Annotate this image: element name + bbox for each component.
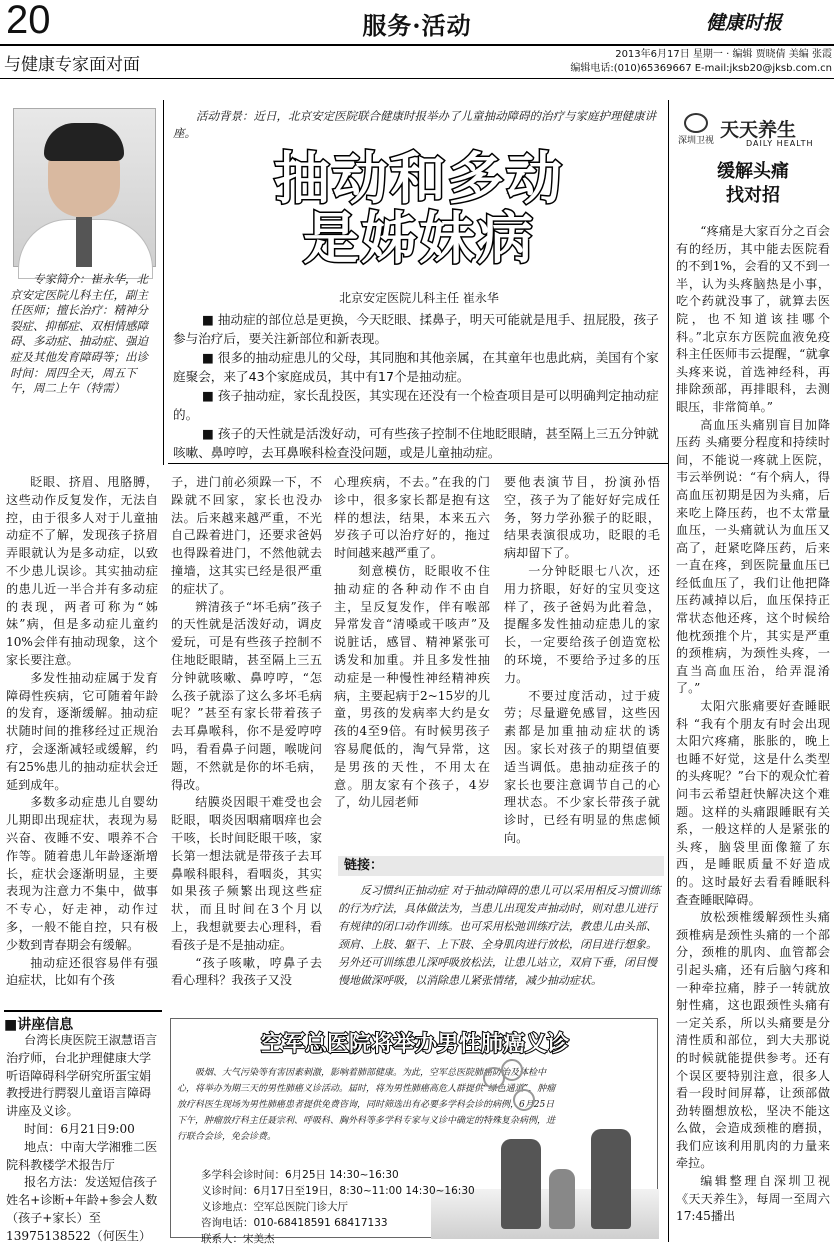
sidebar-title (676, 160, 830, 208)
key-point: ■ 孩子抽动症，家长乱投医，其实现在还没有一个检查项目是可以明确判定抽动症的。 (173, 386, 665, 424)
paragraph: 抽动症还很容易伴有强迫症状，比如有个孩 (6, 955, 158, 988)
paragraph: 时间：6月21日9:00 (24, 1121, 135, 1136)
sidebar-divider (668, 100, 669, 1242)
key-point: ■ 很多的抽动症患儿的父母，其同胞和其他亲属，在其童年也患此病，美国有个家庭聚会，来了43个家庭成员，其中有17个是抽动症。 (173, 348, 665, 386)
paragraph: 编辑整理自深圳卫视《天天养生》，每周一至周六17:45播出 (676, 1174, 830, 1224)
sidebar-title-line-1: 缓解头痛 (717, 161, 789, 182)
paragraph: 高血压头痛别盲目加降压药 头痛要分程度和持续时间，不能说一疼就上医院，韦云举例说：“有个病人，得高血压初期是因为头痛，后来吃上降压药，也不太常量血压，一头痛就认为血压又高了，赶紧吃降压药，后来一直在疼，到医院量血压已经低血压了，我们让他把降压药减掉以后，血压保持正常状态他还疼，这个时候给他枕颈推个片，其实是严重的颈椎病，为颈性头疼，一直当高血压治，给弄混淆了。” (676, 417, 830, 696)
paragraph: 刻意模仿，眨眼收不住 抽动症的各种动作不由自主，呈反复发作，伴有喉部异常发音“清嗓或干咳声”及说脏话，感冒、精神紧张可诱发和加重。并且多发性抽动症是一种慢性神经精神疾病，主要起病于2~15岁的儿童，男孩的发病率大约是女孩的4至9倍。有时候男孩子容易爬低的，淘气异常，这是男孩的天性，不用太在意。朋友家有个孩子，4岁了，幼儿园老师 (334, 563, 490, 810)
paragraph: 眨眼、挤眉、甩胳膊，这些动作反复发作，无法自控，由于很多人对于儿童抽动症不了解，发现孩子挤眉弄眼就认为是多动症，以致不少患儿误诊。其实抽动症的患儿近一半合并有多动症的表现，两者可称为“姊妹”病，但是多动症儿童约10%会伴有抽动现象，这个家长要注意。 (6, 475, 158, 667)
header-rule (0, 44, 834, 46)
expert-intro: 专家简介：崔永华，北京安定医院儿科主任，副主任医师；擅长治疗：精神分裂症、抑郁症、双相情感障碍、多动症、抽动症、强迫症及其他发育障碍等；出诊时间：周四全天，周五下午，周二上午（特需） (10, 272, 148, 396)
ad-detail: 多学科会诊时间：6月25日 14:30~16:30 (201, 1169, 399, 1181)
tv-logo-icon (684, 113, 708, 133)
ad-body: 吸烟、大气污染等有害因素刺激，影响着肺部健康。为此，空军总医院肺癌防治及体检中心，将举办为期三天的男性肺癌义诊活动。届时，将为男性肺癌高危人群提供“绿色通道”，肿瘤放疗科医生现场为男性肺癌患者提供免费咨询，同时筛选出有必要多学科会诊的病例，6月25日下午，肿瘤放疗科主任聂宗利、呼吸科、胸外科等多学科专家与义诊中确定的特殊复杂病例，进行联合会诊，免会诊费。 (177, 1068, 556, 1142)
paragraph: 报名方法：发送短信孩子姓名+诊断+年龄+参会人数（孩子+家长）至13975138522（何医生） (6, 1175, 158, 1243)
sidebar-article (676, 223, 830, 1226)
header-rule-thin (0, 78, 834, 79)
link-text: 反习惯纠正抽动症 对于抽动障碍的患儿可以采用相反习惯训练的行为疗法，具体做法为，当患儿出现发声抽动时，则对患儿进行有规律的闭口动作训练。也可采用松弛训练疗法，教患儿由头部、颈肩、上肢、躯干、上下肢、全身肌肉进行放松，闭目进行想象。另外还可训练患儿深呼吸放松法，让患儿站立，双肩下垂，闭目慢慢地做深呼吸，以消除患儿紧张情绪，减少抽动症状。 (338, 884, 661, 987)
ad-title: 空军总医院将举办男性肺癌义诊 (260, 1032, 569, 1057)
ad-detail: 联系人：宋美杰 (201, 1233, 275, 1245)
article-column-2 (171, 474, 322, 990)
paragraph: 子，进门前必须跺一下，不跺就不回家，家长也没办法。后来越来越严重，不光自己跺着进门，还要求爸妈也得跺着进门，不然他就去撞墙，这其实已经是很严重的症状了。 (171, 475, 322, 596)
paragraph: 地点：中南大学湘雅二医院科教楼学术报告厅 (6, 1139, 158, 1172)
byline: 北京安定医院儿科主任 崔永华 (339, 291, 499, 305)
expert-photo (13, 108, 156, 267)
paragraph: “疼痛是大家百分之百会有的经历，其中能去医院看的不到1%，会看的又不到一半，认为头疼脑热是小事，吃个药就没事了，就算去医院，也不知道该挂哪个科。”北京东方医院血液免疫科主任医师韦云提醒，“就拿头疼来说，首选神经科，再排除颈部，再排眼科，去测眼压，非常简单。” (676, 224, 830, 414)
program-name: 天天养生 (720, 119, 797, 141)
ad-detail: 义诊地点：空军总医院门诊大厅 (201, 1201, 348, 1213)
sidebar-title-line-2: 找对招 (726, 185, 780, 206)
person-figure (591, 1129, 631, 1229)
issue-date-editors: 2013年6月17日 星期一 · 编辑 贾晓倩 美编 张霞 (615, 49, 832, 60)
editor-contact: 编辑电话:(010)65369667 E-mail:jksb20@jksb.com.cn (570, 63, 832, 74)
column-divider (163, 100, 164, 465)
paragraph: 要他表演节目，扮演孙悟空，孩子为了能好好完成任务，努力学孙猴子的眨眼，结果表演很成功，眨眼的毛病却留下了。 (504, 475, 660, 561)
article-column-1 (6, 474, 158, 990)
tv-program-logo (676, 113, 830, 151)
headline (173, 147, 665, 272)
lecture-heading: ■讲座信息 (4, 1010, 162, 1034)
paragraph: 结膜炎因眼干难受也会眨眼，咽炎因咽痛咽痒也会干咳，长时间眨眼干咳，家长第一想法就是带孩子去耳鼻喉科眼科，看咽炎，其实如果孩子频繁出现这些症状，而且时间在3个月以上，我想就要去心理科，看看孩子是不是抽动症。 (171, 795, 322, 952)
page-number: 20 (6, 0, 51, 42)
section-title: 服务·活动 (362, 11, 472, 40)
paragraph: 辨清孩子“坏毛病”孩子的天性就是活泼好动，调皮爱玩，可是有些孩子控制不住地眨眼睛，甚至隔上三五分钟就咳嗽、鼻哼哼，“怎么孩子就添了这么多坏毛病呢？”甚至有家长带着孩子去耳鼻喉科，你不是爱哼哼吗，看看鼻子问题，喉咙问题，不然就是你的坏毛病，得改。 (171, 599, 322, 792)
person-figure (501, 1139, 541, 1229)
article-column-3 (334, 474, 490, 812)
link-heading: 链接： (338, 856, 664, 876)
ad-detail: 咨询电话：010-68418591 68417133 (201, 1217, 388, 1229)
lecture-info (6, 1032, 158, 1246)
key-points (173, 310, 665, 462)
kite-icon (513, 1089, 535, 1111)
paragraph: 太阳穴胀痛要好查睡眠科 “我有个朋友有时会出现太阳穴疼痛，胀胀的，晚上也睡不好觉，这是什么类型的头疼呢？”台下的观众忙着问韦云希望赶快解决这个难题。这样的头痛跟睡眠有关系，一般这样的人是紧张的头疼，脑袋里面像箍了东西，是睡眠质量不好造成的。这时最好去看看睡眠科查查睡眠障碍。 (676, 699, 830, 907)
paragraph: 多数多动症患儿自婴幼儿期即出现症状，表现为易兴奋、夜睡不安、喂养不合作等。随着患儿年龄逐渐增长，症状会逐渐明显，主要表现为注意力不集中，做事不专心，好走神，动作过多，一般不能自控，只有极少数到青春期会有缓解。 (6, 795, 158, 952)
body-rule (168, 463, 668, 464)
ad-detail: 义诊时间：6月17日至19日，8:30~11:00 14:30~16:30 (201, 1185, 475, 1197)
tv-station-name: 深圳卫视 (677, 136, 714, 146)
paragraph: 心理疾病，不去。”在我的门诊中，很多家长都是抱有这样的想法，结果，本来五六岁孩子可以治疗好的，拖过时间越来越严重了。 (334, 475, 490, 561)
headline-line-1: 抽动和多动 (274, 147, 564, 212)
column-name: 与健康专家面对面 (4, 55, 140, 75)
paragraph: 台湾长庚医院王淑慧语言治疗师，台北护理健康大学听语障碍科学研究所蛋宝娟教授进行腭裂儿童语言障碍讲座及义诊。 (6, 1033, 158, 1119)
ad-details (201, 1167, 475, 1247)
masthead-logo: 健康时报 (706, 12, 783, 34)
paragraph: 一分钟眨眼七八次，还用力挤眼，好好的宝贝变这样了，孩子爸妈为此着急，提醒多发性抽动症患儿的家长，一定要给孩子创造宽松的环境，不要给予过多的压力。 (504, 563, 660, 685)
paragraph: 不要过度活动，过于疲劳；尽量避免感冒，这些因素都是加重抽动症状的诱因。家长对孩子的期望值要适当调低。患抽动症孩子的家长也要注意调节自己的心理状态。不少家长带孩子就诊时，已经有明显的焦虑倾向。 (504, 688, 660, 845)
satellite-tv-logo (676, 113, 716, 151)
headline-line-2: 是姊妹病 (303, 207, 535, 272)
lecture-heading-label: 讲座信息 (17, 1017, 74, 1033)
advertisement (170, 1018, 658, 1245)
key-point: ■ 孩子的天性就是活泼好动，可有些孩子控制不住地眨眼睛，甚至隔上三五分钟就咳嗽、鼻哼哼，去耳鼻喉科检查没问题，或是儿童抽动症。 (173, 424, 665, 462)
kite-icon (501, 1059, 523, 1081)
event-background: 活动背景：近日，北京安定医院联合健康时报举办了儿童抽动障碍的治疗与家庭护理健康讲座。 (173, 109, 656, 140)
article-column-4 (504, 474, 660, 848)
paragraph: 放松颈椎缓解颈性头痛 颈椎病是颈性头痛的一个部分，颈椎的肌肉、血管都会引起头痛，还有后脑勺疼和一种牵拉痛，脖子一转就放射性痛，这也跟颈性头痛有一定关系，所以头痛要是分清性质和部位，到大夫那说的时候就能提供参考。还有个误区要特别注意，很多人看一段时间屏幕，让颈部做劲转圈想放松，坚决不能这么做，会造成颈椎的磨损，我们应该利用肌肉的力量来牵拉。 (676, 910, 830, 1171)
child-figure (549, 1169, 575, 1229)
issue-meta (560, 48, 832, 76)
paragraph: 多发性抽动症属于发育障碍性疾病，它可随着年龄的发育，逐渐缓解。抽动症状随时间的推移经过正规治疗，会逐渐减轻或缓解，约有25%患儿的抽动症状会迁延到成年。 (6, 670, 158, 792)
paragraph: “孩子咳嗽，哼鼻子去看心理科？我孩子又没 (171, 955, 322, 988)
key-point: ■ 抽动症的部位总是更换，今天眨眼、揉鼻子，明天可能就是甩手、扭屁股，孩子参与治疗后，要关注新部位和新表现。 (173, 310, 665, 348)
program-subtitle: DAILY HEALTH (746, 139, 814, 148)
